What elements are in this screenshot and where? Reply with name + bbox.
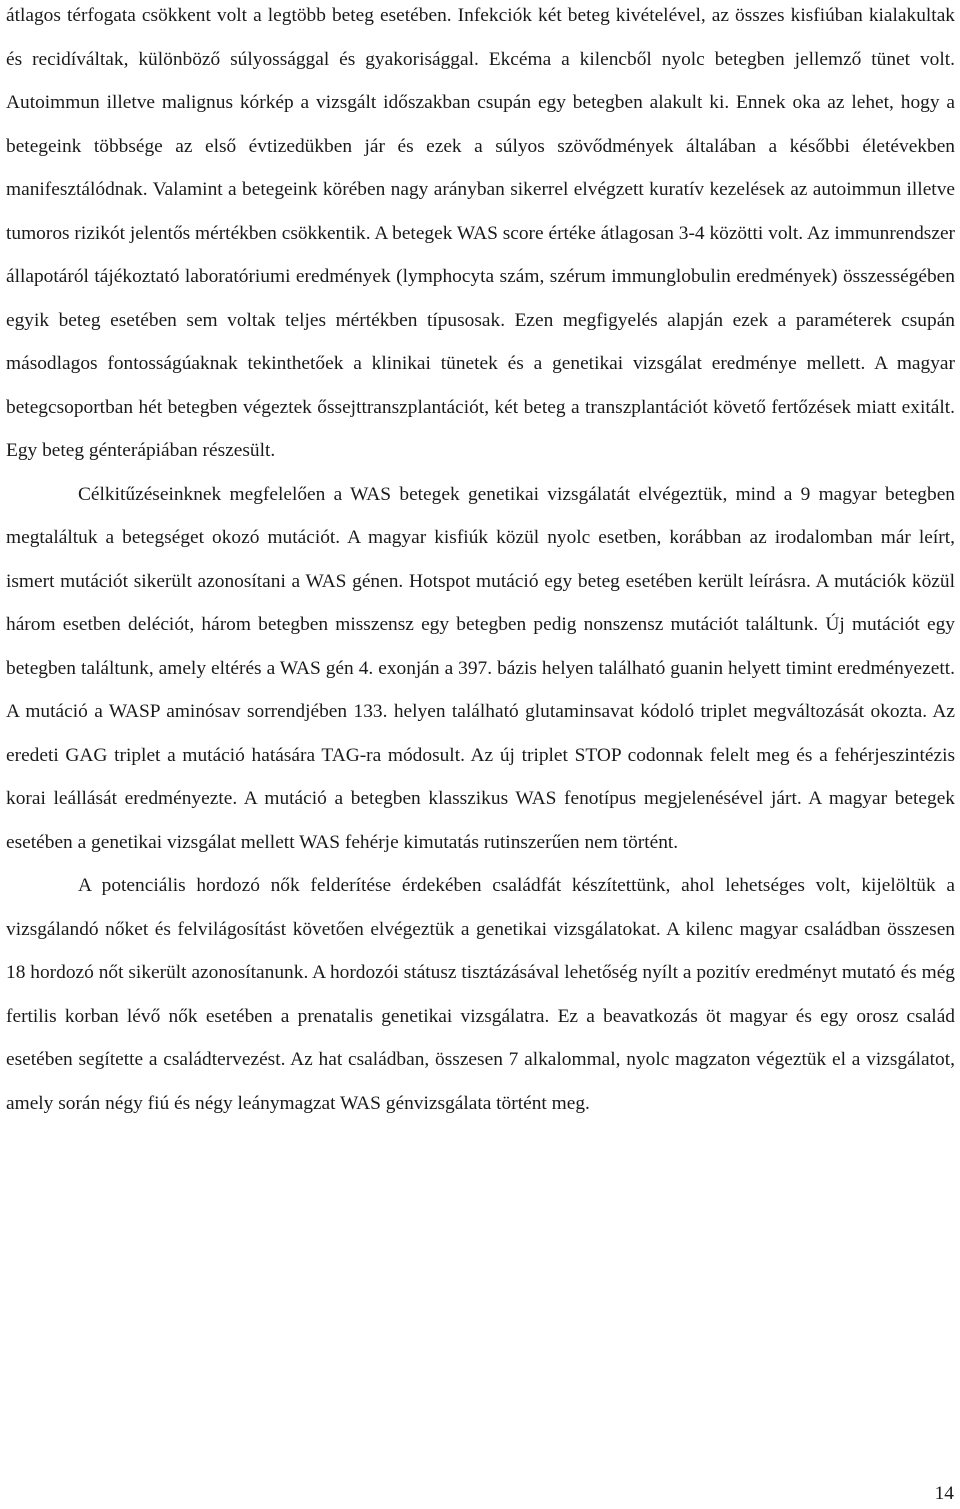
paragraph-carrier-detection: A potenciális hordozó nők felderítése érdekében családfát készítettünk, ahol lehetséges volt, kijelöltük a vizsgálandó nőket és felvilágosítást követően elvégeztük a genetikai vizsgálatokat. A kilenc magyar családban összesen 18 hordozó nőt sikerült azonosítanunk. A hordozói státusz tisztázásával lehetőség nyílt a pozitív eredményt mutató és még fertilis korban lévő nők esetében a prenatalis genetikai vizsgálatra. Ez a beavatkozás öt magyar és egy orosz család esetében segítette a családtervezést. Az hat családban, összesen 7 alkalommal, nyolc magzaton végeztük el a vizsgálatot, amely során négy fiú és négy leánymagzat WAS génvizsgálata történt meg. [6,875,955,1114]
paragraph-continued: átlagos térfogata csökkent volt a legtöbb beteg esetében. Infekciók két beteg kivételével, az összes kisfiúban kialakultak és recidíváltak, különböző súlyossággal és gyakorisággal. Ekcéma a kilencből nyolc betegben jellemző tünet volt. Autoimmun illetve malignus kórkép a vizsgált időszakban csupán egy betegben alakult ki. Ennek oka az lehet, hogy a betegeink többsége az első évtizedükben jár és ezek a súlyos szövődmények általában a későbbi életévekben manifesztálódnak. Valamint a betegeink körében nagy arányban sikerrel elvégzett kuratív kezelések az autoimmun illetve tumoros rizikót jelentős mértékben csökkentik. A betegek WAS score értéke átlagosan 3-4 közötti volt. Az immunrendszer állapotáról tájékoztató laboratóriumi eredmények (lymphocyta szám, szérum immunglobulin eredmények) összességében egyik beteg esetében sem voltak teljes mértékben típusosak. Ezen megfigyelés alapján ezek a paraméterek csupán másodlagos fontosságúaknak tekinthetőek a klinikai tünetek és a genetikai vizsgálat eredménye mellett. A magyar betegcsoportban hét betegben végeztek őssejttranszplantációt, két beteg a transzplantációt követő fertőzések miatt exitált. Egy beteg génterápiában részesült. [6,5,956,461]
paragraph-genetic-analysis: Célkitűzéseinknek megfelelően a WAS betegek genetikai vizsgálatát elvégeztük, mind a 9 magyar betegben megtaláltuk a betegséget okozó mutációt. A magyar kisfiúk közül nyolc esetben, korábban az irodalomban már leírt, ismert mutációt sikerült azonosítani a WAS génen. Hotspot mutáció egy beteg esetében került leírásra. A mutációk közül három esetben deléciót, három betegben misszensz egy betegben pedig nonszensz mutációt találtunk. Új mutációt egy betegben találtunk, amely eltérés a WAS gén 4. exonján a 397. bázis helyen található guanin helyett timint eredményezett. A mutáció a WASP aminósav sorrendjében 133. helyen található glutaminsavat kódoló triplet megváltozását okozta. Az eredeti GAG triplet a mutáció hatására TAG-ra módosult. Az új triplet STOP codonnak felelt meg és a fehérjeszintézis korai leállását eredményezte. A mutáció a betegben klasszikus WAS fenotípus megjelenésével járt. A magyar betegek esetében a genetikai vizsgálat mellett WAS fehérje kimutatás rutinszerűen nem történt. [6,483,955,853]
document-page [6,0,955,1125]
page-number: 14 [934,1483,954,1504]
